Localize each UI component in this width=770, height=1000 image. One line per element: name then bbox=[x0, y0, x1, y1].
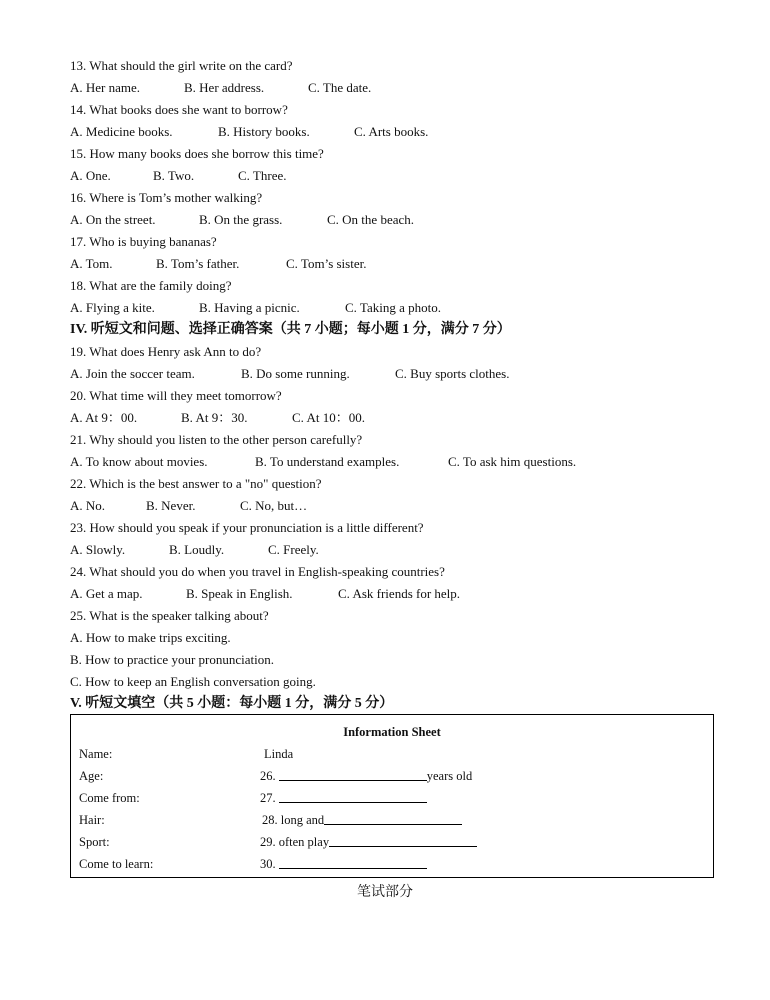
option-a: A. No. bbox=[70, 498, 106, 513]
option-c: C. On the beach. bbox=[327, 212, 415, 227]
sheet-value-come-from bbox=[260, 789, 427, 807]
answer-blank-26[interactable] bbox=[279, 767, 427, 781]
item-prefix: 26. bbox=[260, 769, 279, 783]
question-25: 25. What is the speaker talking about? bbox=[70, 608, 269, 623]
option-b: B. To understand examples. bbox=[255, 454, 400, 469]
item-prefix: 27. bbox=[260, 791, 279, 805]
sheet-label-come-to-learn: Come to learn: bbox=[79, 857, 154, 871]
question-23: 23. How should you speak if your pronunciation is a little different? bbox=[70, 520, 424, 535]
sheet-value-come-to-learn bbox=[260, 855, 427, 873]
option-b: B. Tom’s father. bbox=[156, 256, 240, 271]
option-c: C. Taking a photo. bbox=[345, 300, 441, 315]
options-18 bbox=[70, 299, 710, 317]
option-a: A. One. bbox=[70, 168, 111, 183]
sheet-label-age: Age: bbox=[79, 769, 104, 783]
option-a: A. How to make trips exciting. bbox=[70, 630, 231, 645]
question-20: 20. What time will they meet tomorrow? bbox=[70, 388, 282, 403]
item-prefix: 29. often play bbox=[260, 835, 330, 849]
option-a: A. To know about movies. bbox=[70, 454, 208, 469]
option-b: B. On the grass. bbox=[199, 212, 283, 227]
option-b: B. At 9：30. bbox=[181, 410, 248, 425]
options-15 bbox=[70, 167, 710, 185]
question-19: 19. What does Henry ask Ann to do? bbox=[70, 344, 262, 359]
sheet-value-age bbox=[260, 767, 472, 785]
answer-blank-29[interactable] bbox=[329, 833, 477, 847]
question-22: 22. Which is the best answer to a "no" question? bbox=[70, 476, 322, 491]
options-24 bbox=[70, 585, 710, 603]
sheet-value-name: Linda bbox=[264, 747, 294, 761]
question-18: 18. What are the family doing? bbox=[70, 278, 232, 293]
option-b: B. Never. bbox=[146, 498, 196, 513]
option-a: A. Medicine books. bbox=[70, 124, 173, 139]
option-a: A. Join the soccer team. bbox=[70, 366, 195, 381]
option-a: A. Her name. bbox=[70, 80, 141, 95]
question-16: 16. Where is Tom’s mother walking? bbox=[70, 190, 263, 205]
options-23 bbox=[70, 541, 710, 559]
option-b: B. Do some running. bbox=[241, 366, 350, 381]
option-a: A. Get a map. bbox=[70, 586, 143, 601]
sheet-value-sport bbox=[260, 833, 477, 851]
options-19 bbox=[70, 365, 710, 383]
sheet-label-hair: Hair: bbox=[79, 813, 105, 827]
option-b: B. Her address. bbox=[184, 80, 265, 95]
option-a: A. Flying a kite. bbox=[70, 300, 155, 315]
option-b: B. Having a picnic. bbox=[199, 300, 300, 315]
question-14: 14. What books does she want to borrow? bbox=[70, 102, 288, 117]
item-suffix: years old bbox=[426, 769, 473, 783]
option-c: C. Ask friends for help. bbox=[338, 586, 461, 601]
option-c: C. How to keep an English conversation going. bbox=[70, 674, 316, 689]
sheet-title: Information Sheet bbox=[343, 725, 441, 739]
question-24: 24. What should you do when you travel in English-speaking countries? bbox=[70, 564, 445, 579]
answer-blank-30[interactable] bbox=[279, 855, 427, 869]
options-17 bbox=[70, 255, 710, 273]
option-a: A. On the street. bbox=[70, 212, 156, 227]
options-20 bbox=[70, 409, 710, 427]
question-17: 17. Who is buying bananas? bbox=[70, 234, 217, 249]
options-22 bbox=[70, 497, 710, 515]
option-c: C. No, but… bbox=[240, 498, 308, 513]
option-c: C. Arts books. bbox=[354, 124, 429, 139]
options-13 bbox=[70, 79, 710, 97]
option-c: C. Freely. bbox=[268, 542, 319, 557]
option-c: C. Tom’s sister. bbox=[286, 256, 367, 271]
option-a: A. Tom. bbox=[70, 256, 113, 271]
option-a: A. At 9：00. bbox=[70, 410, 138, 425]
option-c: C. At 10：00. bbox=[292, 410, 365, 425]
item-prefix: 30. bbox=[260, 857, 279, 871]
question-15: 15. How many books does she borrow this time? bbox=[70, 146, 324, 161]
information-sheet bbox=[70, 714, 714, 878]
sheet-label-sport: Sport: bbox=[79, 835, 110, 849]
question-13: 13. What should the girl write on the card? bbox=[70, 58, 293, 73]
option-b: B. Two. bbox=[153, 168, 195, 183]
sheet-value-hair bbox=[262, 811, 462, 829]
option-b: B. How to practice your pronunciation. bbox=[70, 652, 274, 667]
options-14 bbox=[70, 123, 710, 141]
section-4-heading: IV. 听短文和问题、选择正确答案（共 7 小题；每小题 1 分，满分 7 分） bbox=[70, 322, 511, 337]
item-prefix: 28. long and bbox=[262, 813, 325, 827]
section-5-heading: V. 听短文填空（共 5 小题：每小题 1 分，满分 5 分） bbox=[70, 696, 394, 711]
options-21 bbox=[70, 453, 710, 471]
option-a: A. Slowly. bbox=[70, 542, 126, 557]
question-21: 21. Why should you listen to the other person carefully? bbox=[70, 432, 363, 447]
answer-blank-28[interactable] bbox=[324, 811, 462, 825]
option-b: B. Speak in English. bbox=[186, 586, 293, 601]
option-c: C. Three. bbox=[238, 168, 287, 183]
option-b: B. Loudly. bbox=[169, 542, 225, 557]
option-c: C. To ask him questions. bbox=[448, 454, 577, 469]
option-c: C. The date. bbox=[308, 80, 372, 95]
option-c: C. Buy sports clothes. bbox=[395, 366, 510, 381]
sheet-label-come-from: Come from: bbox=[79, 791, 140, 805]
options-16 bbox=[70, 211, 710, 229]
sheet-label-name: Name: bbox=[79, 747, 113, 761]
answer-blank-27[interactable] bbox=[279, 789, 427, 803]
option-b: B. History books. bbox=[218, 124, 310, 139]
written-part-heading: 笔试部分 bbox=[357, 884, 413, 900]
